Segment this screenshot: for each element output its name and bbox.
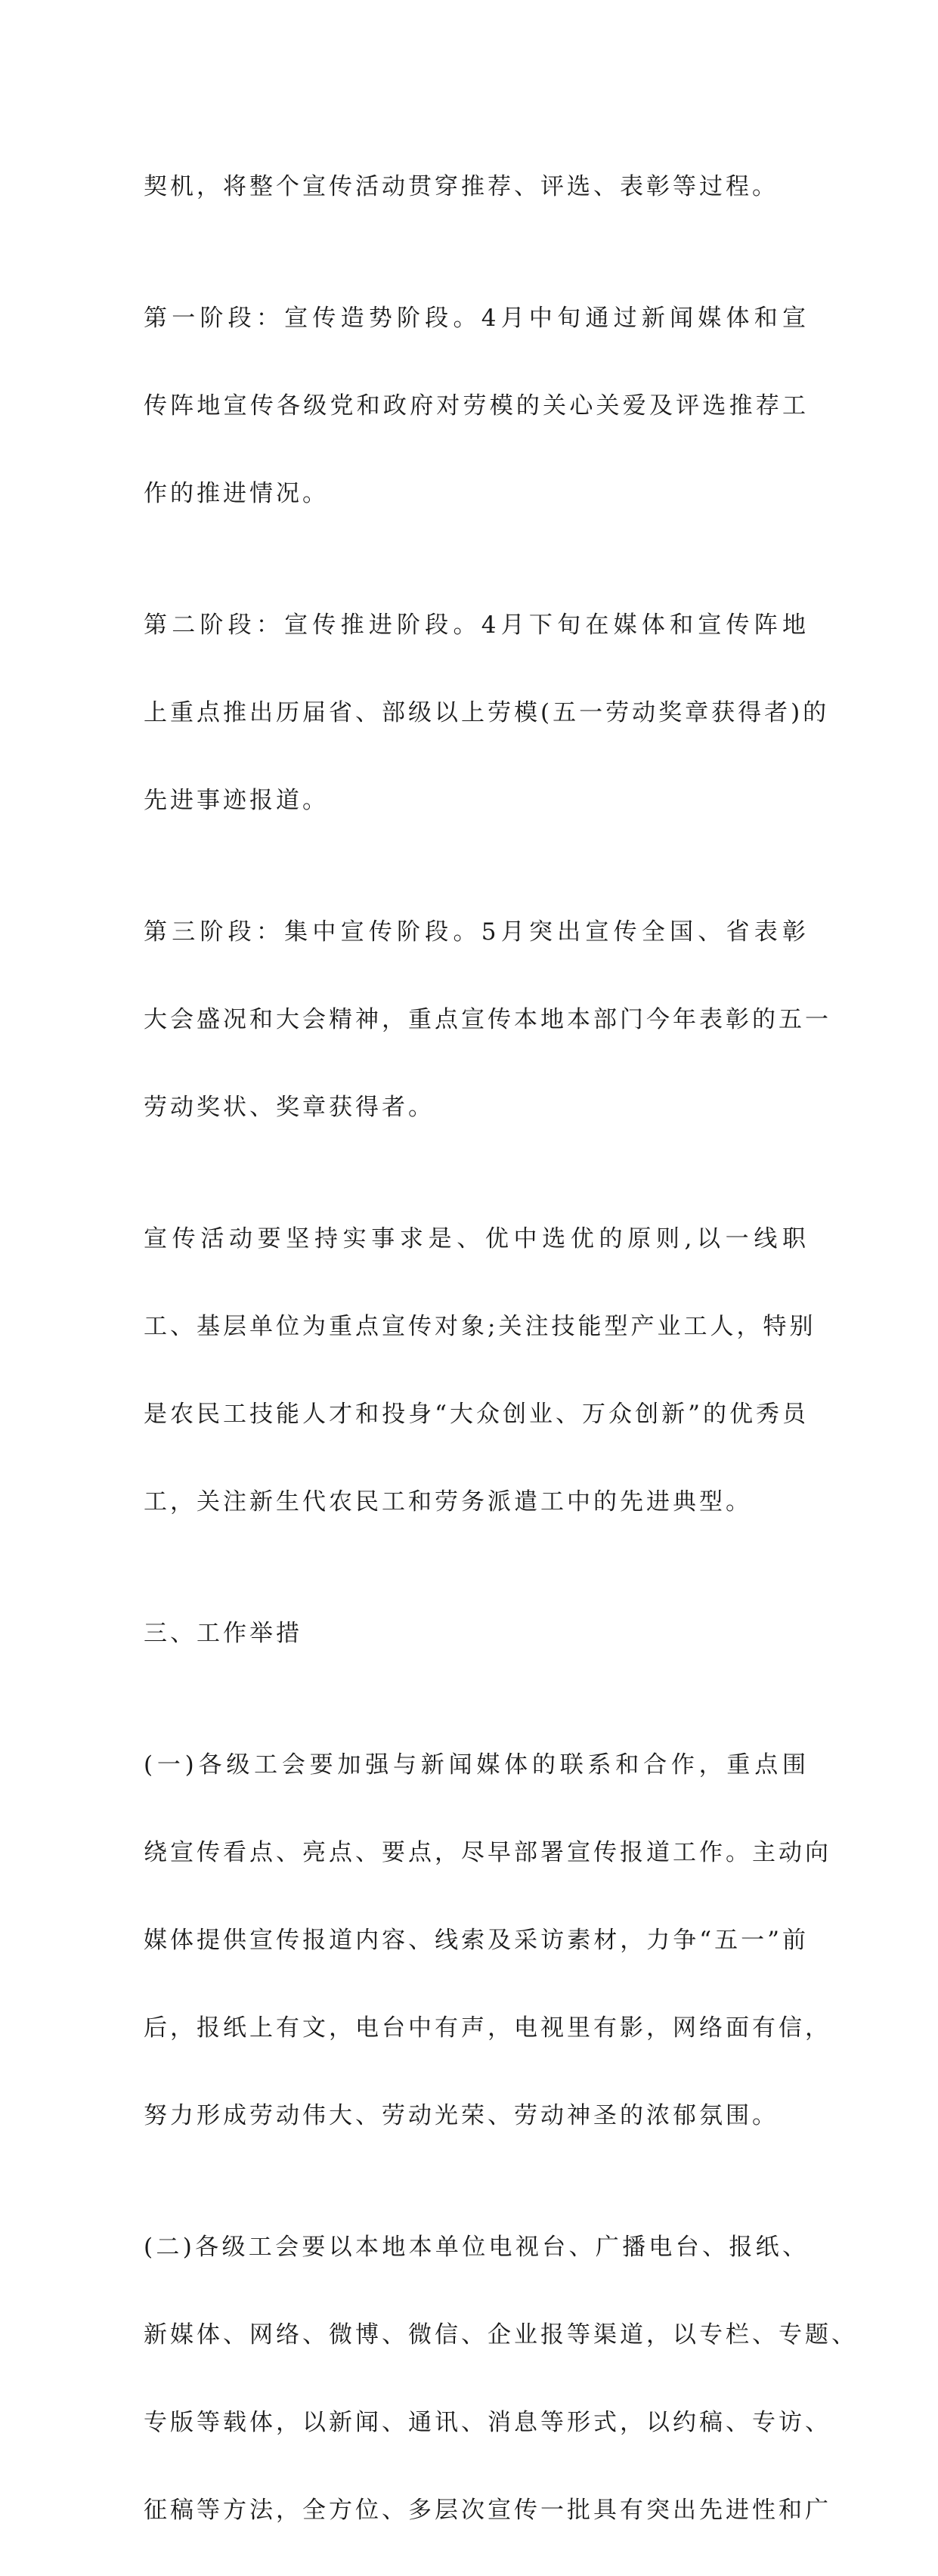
text-line: 先进事迹报道。 (144, 787, 329, 814)
text-line: 第三阶段：集中宣传阶段。5月突出宣传全国、省表彰 (144, 918, 809, 946)
text-line: 作的推进情况。 (144, 480, 329, 507)
text-line: 第二阶段：宣传推进阶段。4月下旬在媒体和宣传阵地 (144, 611, 809, 639)
text-line: 新媒体、网络、微博、微信、企业报等渠道，以专栏、专题、 (144, 2321, 858, 2348)
text-line: 劳动奖状、奖章获得者。 (144, 1094, 435, 1121)
text-line: 工，关注新生代农民工和劳务派遣工中的先进典型。 (144, 1488, 752, 1516)
text-line: 后，报纸上有文，电台中有声，电视里有影，网络面有信， (144, 2014, 831, 2042)
section-heading-measures (144, 1568, 809, 1699)
paragraph-principles (144, 1173, 816, 1568)
text-line: 专版等载体，以新闻、通讯、消息等形式，以约稿、专访、 (144, 2409, 831, 2436)
text-line: 是农民工技能人才和投身“大众创业、万众创新”的优秀员 (144, 1401, 809, 1428)
document-page (144, 121, 858, 2576)
paragraph-stage-one (144, 252, 809, 559)
text-line: 上重点推出历届省、部级以上劳模(五一劳动奖章获得者)的 (144, 699, 830, 726)
text-line: 媒体提供宣传报道内容、线索及采访素材，力争“五一”前 (144, 1927, 809, 1954)
text-line: 第一阶段：宣传造势阶段。4月中旬通过新闻媒体和宣 (144, 305, 809, 332)
text-line: 绕宣传看点、亮点、要点，尽早部署宣传报道工作。主动向 (144, 1839, 831, 1866)
text-line: (一)各级工会要加强与新闻媒体的联系和合作，重点围 (144, 1751, 809, 1779)
text-line: 三、工作举措 (144, 1620, 302, 1647)
text-line: 传阵地宣传各级党和政府对劳模的关心关爱及评选推荐工 (144, 392, 809, 420)
text-line: 努力形成劳动伟大、劳动光荣、劳动神圣的浓郁氛围。 (144, 2102, 779, 2129)
paragraph-measure-two (144, 2181, 858, 2576)
text-line: 工、基层单位为重点宣传对象;关注技能型产业工人，特别 (144, 1313, 816, 1340)
text-line: 征稿等方法，全方位、多层次宣传一批具有突出先进性和广 (144, 2497, 831, 2524)
paragraph-continuation (144, 121, 809, 252)
paragraph-stage-three (144, 866, 831, 1173)
paragraph-stage-two (144, 559, 830, 866)
paragraph-measure-one (144, 1699, 831, 2181)
text-line: (二)各级工会要以本地本单位电视台、广播电台、报纸、 (144, 2234, 809, 2261)
text-line: 宣传活动要坚持实事求是、优中选优的原则,以一线职 (144, 1225, 809, 1252)
text-line: 大会盛况和大会精神，重点宣传本地本部门今年表彰的五一 (144, 1006, 831, 1033)
text-line: 契机，将整个宣传活动贯穿推荐、评选、表彰等过程。 (144, 173, 779, 200)
